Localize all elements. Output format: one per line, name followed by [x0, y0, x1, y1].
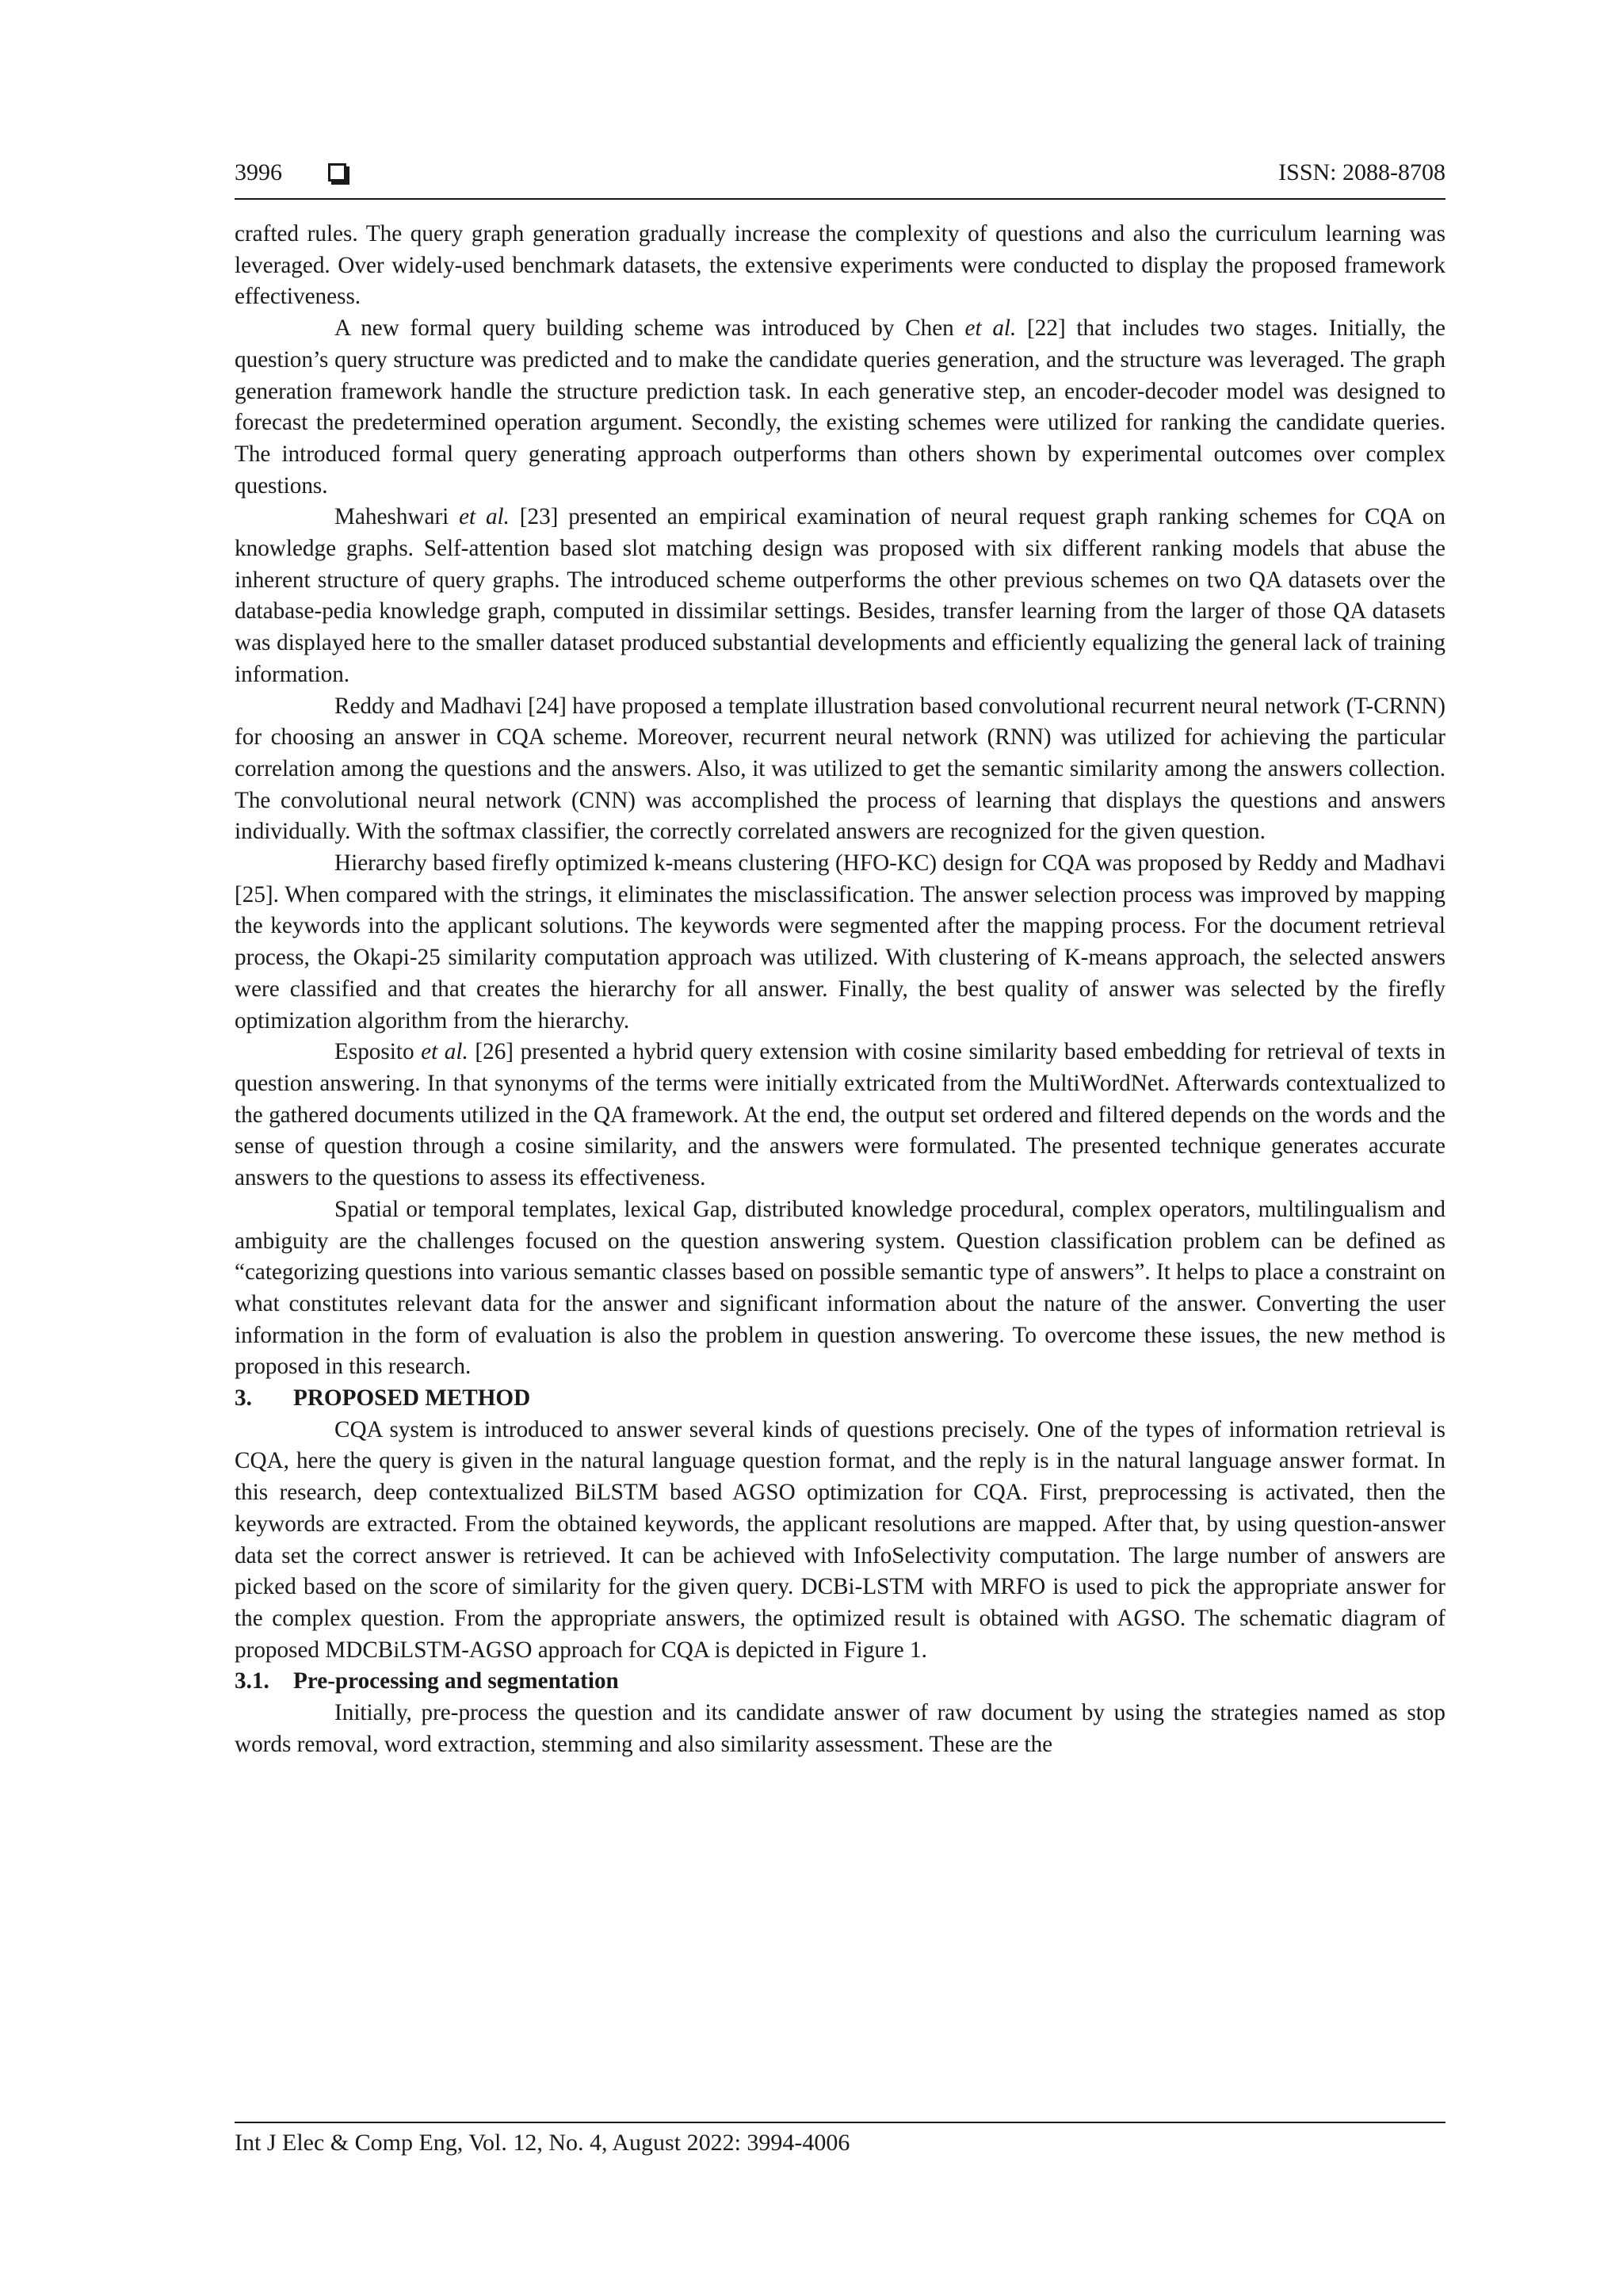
subsection-title: Pre-processing and segmentation [293, 1668, 619, 1694]
section-heading [235, 1383, 1445, 1415]
paragraph: Initially, pre-process the question and its candidate answer of raw document by using the strategies named as stop words removal, word extraction, stemming and also similarity assessment. These are the [235, 1700, 1445, 1757]
paragraph [235, 502, 1445, 690]
text-run: A new formal query building scheme was introduced by Chen [334, 315, 965, 342]
footer-citation: Int J Elec & Comp Eng, Vol. 12, No. 4, August 2022: 3994-4006 [235, 2130, 850, 2156]
footer-rule [235, 2122, 1445, 2123]
subsection-number: 3.1. [235, 1668, 269, 1694]
paragraph: Spatial or temporal templates, lexical Gap, distributed knowledge procedural, complex operators, multilingualism and ambiguity are the challenges focused on the question answering system. Question classification problem can be defined as “categorizing questions into various semantic classes based on possible semantic type of answers”. It helps to place a constraint on what constitutes relevant data for the answer and significant information about the nature of the answer. Converting the user information in the form of evaluation is also the problem in question answering. To overcome these issues, the new method is proposed in this research. [235, 1196, 1445, 1380]
page-number: 3996 [235, 159, 282, 185]
page-header [235, 152, 1445, 193]
paragraph: crafted rules. The query graph generation gradually increase the complexity of questions and also the curriculum learning was leveraged. Over widely-used benchmark datasets, the extensive experiments were conducted to display the proposed framework effectiveness. [235, 221, 1445, 310]
text-run: [23] presented an empirical examination of neural request graph ranking schemes for CQA on knowledge graphs. Self-attention based slot matching design was proposed with six different ranking models that abuse the inherent structure of query graphs. The introduced scheme outperforms the other previous schemes on two QA datasets over the database-pedia knowledge graph, computed in dissimilar settings. Besides, transfer learning from the larger of those QA datasets was displayed here to the smaller dataset produced substantial developments and efficiently equalizing the general lack of training information. [235, 504, 1445, 687]
checkbox-square-icon [328, 163, 346, 181]
italic-et-al: et al. [459, 504, 510, 530]
issn-label: ISSN: 2088-8708 [1278, 159, 1445, 185]
text-run: [26] presented a hybrid query extension with cosine similarity based embedding for retrieval of texts in question answering. In that synonyms of the terms were initially extricated from the MultiWordNet. Afterwards contextualized to the gathered documents utilized in the QA framework. At the end, the output set ordered and filtered depends on the words and the sense of question through a cosine similarity, and the answers were formulated. The presented technique generates accurate answers to the questions to assess its effectiveness. [235, 1039, 1445, 1191]
paragraph: Hierarchy based firefly optimized k-means clustering (HFO-KC) design for CQA was proposed by Reddy and Madhavi [25]. When compared with the strings, it eliminates the misclassification. The answer selection process was improved by mapping the keywords into the applicant solutions. The keywords were segmented after the mapping process. For the document retrieval process, the Okapi-25 similarity computation approach was utilized. With clustering of K-means approach, the selected answers were classified and that creates the hierarchy for all answer. Finally, the best quality of answer was selected by the firefly optimization algorithm from the hierarchy. [235, 850, 1445, 1033]
subsection-heading [235, 1666, 1445, 1698]
paragraph [235, 1037, 1445, 1194]
paragraph: CQA system is introduced to answer several kinds of questions precisely. One of the types of information retrieval is CQA, here the query is given in the natural language question format, and the reply is in the natural language answer format. In this research, deep contextualized BiLSTM based AGSO optimization for CQA. First, preprocessing is activated, then the keywords are extracted. From the obtained keywords, the applicant resolutions are mapped. After that, by using question-answer data set the correct answer is retrieved. It can be achieved with InfoSelectivity computation. The large number of answers are picked based on the score of similarity for the given query. DCBi-LSTM with MRFO is used to pick the appropriate answer for the complex question. From the appropriate answers, the optimized result is obtained with AGSO. The schematic diagram of proposed MDCBiLSTM-AGSO approach for CQA is depicted in Figure 1. [235, 1416, 1445, 1663]
paragraph: Reddy and Madhavi [24] have proposed a template illustration based convolutional recurrent neural network (T-CRNN) for choosing an answer in CQA scheme. Moreover, recurrent neural network (RNN) was utilized for achieving the particular correlation among the questions and the answers. Also, it was utilized to get the semantic similarity among the answers collection. The convolutional neural network (CNN) was accomplished the process of learning that displays the questions and answers individually. With the softmax classifier, the correctly correlated answers are recognized for the given question. [235, 693, 1445, 845]
header-rule [235, 198, 1445, 200]
text-run: [22] that includes two stages. Initially, the question’s query structure was predicted and to make the candidate queries generation, and the structure was leveraged. The graph generation framework handle the structure prediction task. In each generative step, an encoder-decoder model was designed to forecast the predetermined operation argument. Secondly, the existing schemes were utilized for ranking the candidate queries. The introduced formal query generating approach outperforms than others shown by experimental outcomes over complex questions. [235, 315, 1445, 499]
paragraph [235, 313, 1445, 502]
italic-et-al: et al. [964, 315, 1017, 342]
body-text [235, 219, 1445, 1760]
section-title: PROPOSED METHOD [293, 1385, 531, 1412]
text-run: Esposito [334, 1039, 422, 1065]
section-number: 3. [235, 1385, 252, 1412]
italic-et-al: et al. [421, 1039, 468, 1065]
text-run: Maheshwari [334, 504, 460, 530]
